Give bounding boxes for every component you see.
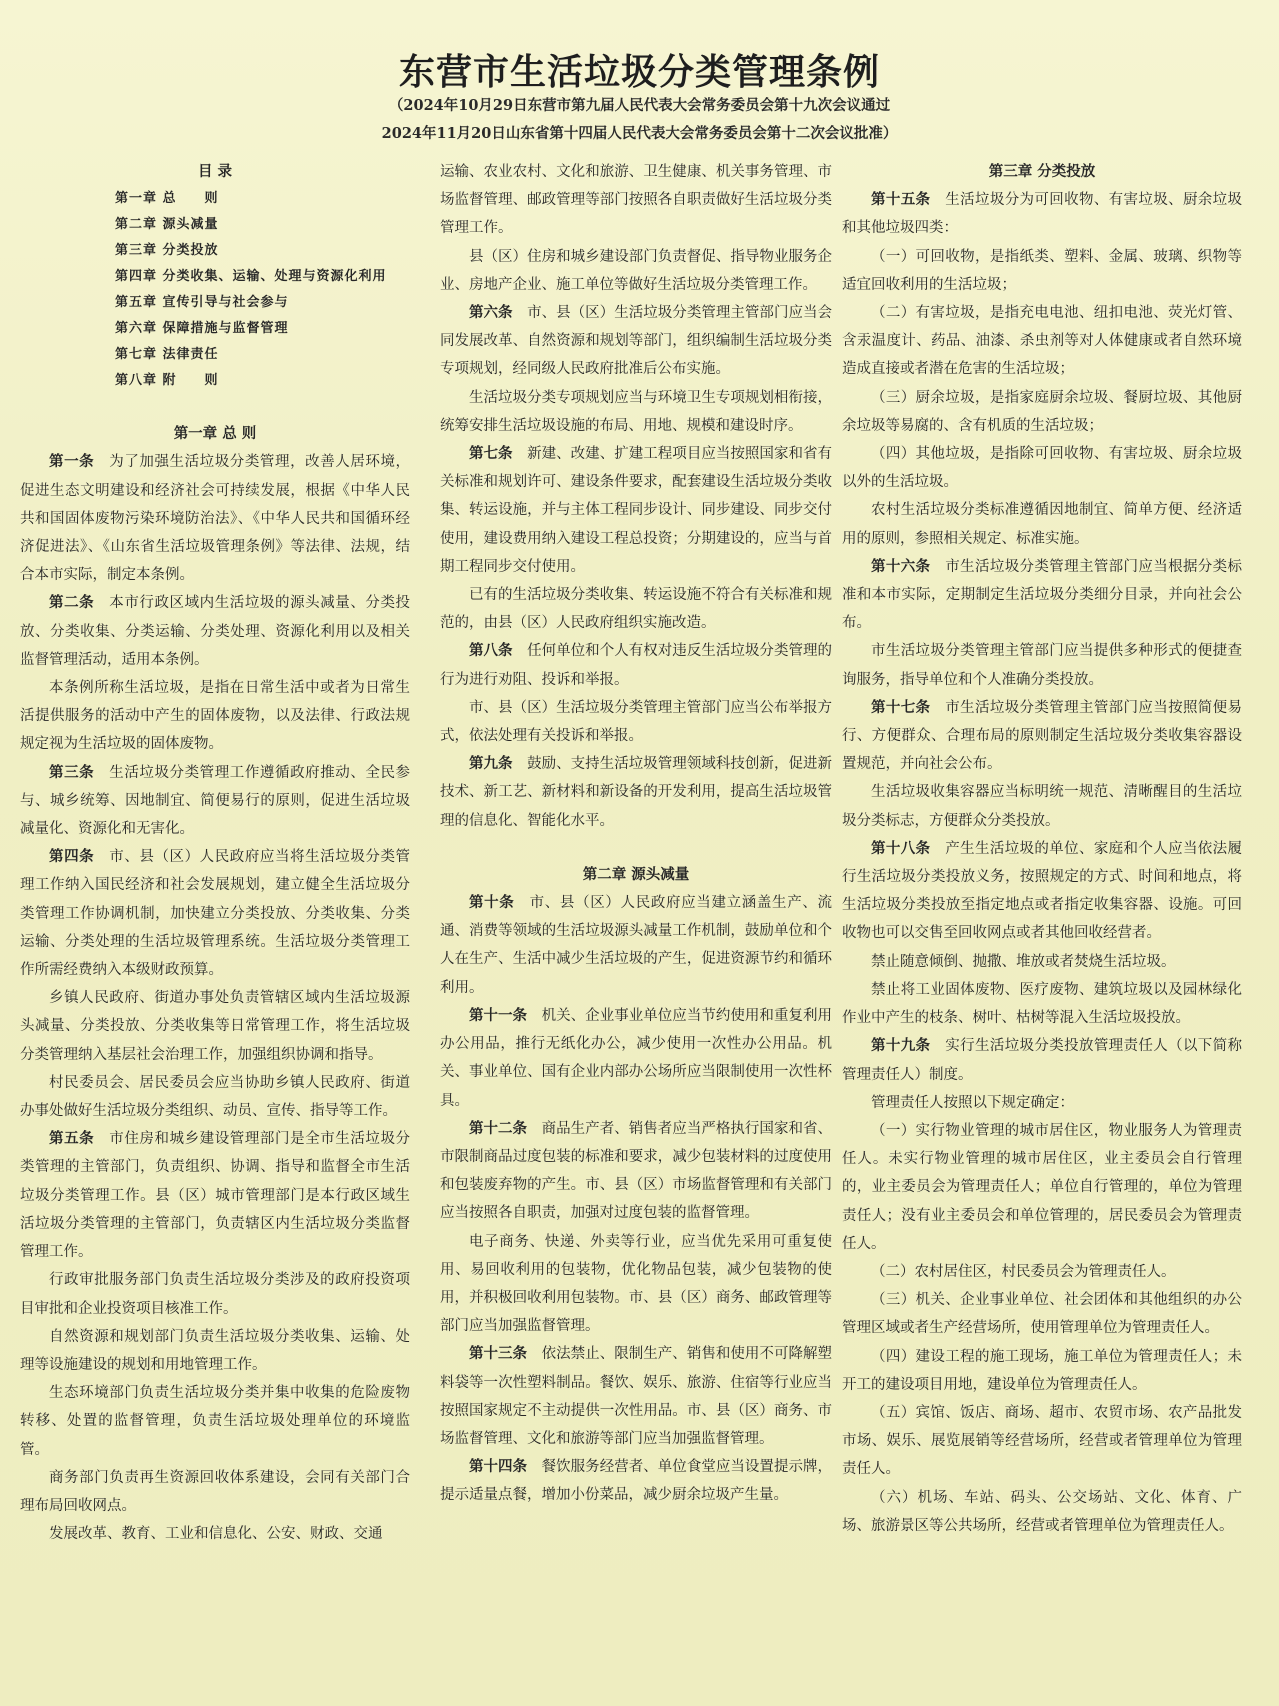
paragraph: 行政审批服务部门负责生活垃圾分类涉及的政府投资项目审批和企业投资项目核准工作。 (20, 1272, 410, 1317)
toc-item: 第四章 分类收集、运输、处理与资源化利用 (115, 269, 387, 285)
toc-title: 目 录 (197, 163, 233, 180)
article-label: 第六条 (469, 304, 513, 322)
document-title: 东营市生活垃圾分类管理条例 (398, 51, 880, 93)
article-text: 市生活垃圾分类管理主管部门应当按照简便易行、方便群众、合理布局的原则制定生活垃圾分类收集容器设置规范，并向社会公布。 (842, 699, 1242, 773)
article-label: 第三条 (49, 763, 95, 781)
article-13 (440, 1340, 832, 1453)
article-text: 新建、改建、扩建工程项目应当按照国家和省有关标准和规划许可、建设条件要求，配套建设生活垃圾分类收集、转运设施，并与主体工程同步设计、同步建设、同步交付使用，建设费用纳入建设工程总投资；分期建设的，应当与首期工程同步交付使用。 (440, 446, 832, 575)
list-item: （一）可回收物，是指纸类、塑料、金属、玻璃、织物等适宜回收利用的生活垃圾； (842, 248, 1242, 293)
article-text: 市、县（区）人民政府应当将生活垃圾分类管理工作纳入国民经济和社会发展规划，建立健全生活垃圾分类管理工作协调机制，加快建立分类投放、分类收集、分类运输、分类处理的生活垃圾管理系统。生活垃圾分类管理工作所需经费纳入本级财政预算。 (20, 849, 410, 979)
article-label: 第十条 (469, 894, 515, 912)
article-label: 第十七条 (871, 698, 931, 716)
article-text: 市住房和城乡建设管理部门是全市生活垃圾分类管理的主管部门，负责组织、协调、指导和监督全市生活垃圾分类管理工作。县（区）城市管理部门是本行政区域生活垃圾分类管理的主管部门，负责辖区内生活垃圾分类监督管理工作。 (20, 1131, 410, 1261)
article-7 (440, 440, 832, 581)
paragraph: 生态环境部门负责生活垃圾分类并集中收集的危险废物转移、处置的监督管理，负责生活垃圾处理单位的环境监管。 (20, 1385, 410, 1458)
toc-item: 第二章 源头减量 (115, 217, 219, 233)
paragraph: 市、县（区）生活垃圾分类管理主管部门应当公布举报方式，依法处理有关投诉和举报。 (440, 699, 832, 745)
article-label: 第十九条 (871, 1037, 931, 1055)
article-label: 第一条 (49, 453, 95, 471)
article-1 (20, 448, 410, 589)
list-item: （二）有害垃圾，是指充电电池、纽扣电池、荧光灯管、含汞温度计、药品、油漆、杀虫剂等对人体健康或者自然环境造成直接或者潜在危害的生活垃圾； (842, 305, 1242, 378)
article-17 (842, 694, 1242, 779)
article-label: 第十一条 (469, 1006, 528, 1024)
article-8 (440, 637, 832, 693)
list-item: （五）宾馆、饭店、商场、超市、农贸市场、农产品批发市场、娱乐、展览展销等经营场所，经营或者管理单位为管理责任人。 (842, 1404, 1242, 1478)
article-text: 鼓励、支持生活垃圾管理领域科技创新，促进新技术、新工艺、新材料和新设备的开发利用，提高生活垃圾管理的信息化、智能化水平。 (440, 756, 832, 829)
article-12 (440, 1115, 832, 1228)
column-3 (842, 158, 1242, 1698)
list-item: （一）实行物业管理的城市居住区，物业服务人为管理责任人。未实行物业管理的城市居住区，业主委员会自行管理的，业主委员会为管理责任人；单位自行管理的，单位为管理责任人；没有业主委员会和单位管理的，居民委员会为管理责任人。 (842, 1122, 1242, 1252)
column-2 (440, 158, 832, 1698)
paragraph: 禁止随意倾倒、抛撒、堆放或者焚烧生活垃圾。 (871, 953, 1176, 970)
article-text: 为了加强生活垃圾分类管理，改善人居环境，促进生态文明建设和经济社会可持续发展，根据《中华人民共和国固体废物污染环境防治法》、《中华人民共和国循环经济促进法》、《山东省生活垃圾管理条例》等法律、法规，结合本市实际，制定本条例。 (20, 454, 410, 584)
article-14 (440, 1453, 832, 1509)
article-text: 机关、企业事业单位应当节约使用和重复利用办公用品，推行无纸化办公，减少使用一次性办公用品。机关、事业单位、国有企业内部办公场所应当限制使用一次性杯具。 (440, 1007, 832, 1109)
article-label: 第十六条 (871, 557, 931, 575)
paragraph: 农村生活垃圾分类标准遵循因地制宜、简单方便、经济适用的原则，参照相关规定、标准实施。 (842, 502, 1242, 547)
toc-item: 第七章 法律责任 (115, 347, 219, 363)
list-item: （四）建设工程的施工现场，施工单位为管理责任人；未开工的建设项目用地，建设单位为管理责任人。 (842, 1348, 1242, 1393)
toc-item: 第六章 保障措施与监督管理 (115, 321, 289, 337)
article-19 (842, 1032, 1242, 1088)
paragraph: 电子商务、快递、外卖等行业，应当优先采用可重复使用、易回收利用的包装物，优化物品包装，减少包装物的使用，并积极回收利用包装物。市、县（区）商务、邮政管理等部门应当加强监督管理。 (440, 1233, 832, 1335)
article-text: 生活垃圾分为可回收物、有害垃圾、厨余垃圾和其他垃圾四类： (842, 192, 1242, 237)
toc-item: 第八章 附 则 (115, 373, 219, 389)
list-item: （二）农村居住区，村民委员会为管理责任人。 (871, 1263, 1176, 1280)
article-6 (440, 299, 832, 384)
article-4 (20, 843, 410, 984)
column-1 (20, 158, 410, 1698)
article-label: 第十三条 (469, 1345, 528, 1363)
article-text: 生活垃圾分类管理工作遵循政府推动、全民参与、城乡统筹、因地制宜、简便易行的原则，促进生活垃圾减量化、资源化和无害化。 (20, 764, 410, 838)
article-label: 第七条 (469, 445, 513, 463)
paragraph: 禁止将工业固体废物、医疗废物、建筑垃圾以及园林绿化作业中产生的枝条、树叶、枯树等混入生活垃圾投放。 (842, 981, 1242, 1027)
article-text: 市生活垃圾分类管理主管部门应当根据分类标准和本市实际，定期制定生活垃圾分类细分目录，并向社会公布。 (842, 558, 1242, 632)
article-16 (842, 553, 1242, 638)
article-15 (842, 186, 1242, 242)
toc-item: 第五章 宣传引导与社会参与 (115, 295, 289, 311)
document-subtitle-1: （2024年10月29日东营市第九届人民代表大会常务委员会第十九次会议通过 (388, 97, 891, 114)
article-5 (20, 1125, 410, 1266)
chapter-heading: 第一章 总 则 (173, 425, 257, 443)
article-11 (440, 1002, 832, 1115)
article-label: 第五条 (49, 1130, 95, 1148)
list-item: （三）机关、企业事业单位、社会团体和其他组织的办公管理区域或者生产经营场所，使用管理单位为管理责任人。 (842, 1292, 1242, 1337)
paragraph: 商务部门负责再生资源回收体系建设，会同有关部门合理布局回收网点。 (20, 1469, 410, 1514)
paragraph: 运输、农业农村、文化和旅游、卫生健康、机关事务管理、市场监督管理、邮政管理等部门按照各自职责做好生活垃圾分类管理工作。 (440, 164, 832, 237)
article-text: 实行生活垃圾分类投放管理责任人（以下简称管理责任人）制度。 (842, 1038, 1242, 1083)
article-10 (440, 889, 832, 1002)
paragraph: 村民委员会、居民委员会应当协助乡镇人民政府、街道办事处做好生活垃圾分类组织、动员、宣传、指导等工作。 (20, 1074, 410, 1120)
article-label: 第二条 (49, 594, 95, 612)
article-18 (842, 835, 1242, 948)
document-subtitle-2: 2024年11月20日山东省第十四届人民代表大会常务委员会第十二次会议批准） (381, 125, 898, 142)
paragraph: 已有的生活垃圾分类收集、转运设施不符合有关标准和规范的，由县（区）人民政府组织实施改造。 (440, 587, 832, 632)
toc-item: 第一章 总 则 (115, 191, 219, 207)
article-9 (440, 750, 832, 835)
paragraph: 市生活垃圾分类管理主管部门应当提供多种形式的便捷查询服务，指导单位和个人准确分类投放。 (842, 643, 1242, 688)
article-text: 餐饮服务经营者、单位食堂应当设置提示牌，提示适量点餐，增加小份菜品，减少厨余垃圾产生量。 (440, 1459, 832, 1504)
article-2 (20, 589, 410, 674)
paragraph: 乡镇人民政府、街道办事处负责管辖区域内生活垃圾源头减量、分类投放、分类收集等日常管理工作，将生活垃圾分类管理纳入基层社会治理工作，加强组织协调和指导。 (20, 990, 410, 1063)
paragraph: 生活垃圾分类专项规划应当与环境卫生专项规划相衔接，统筹安排生活垃圾设施的布局、用地、规模和建设时序。 (440, 389, 832, 434)
paragraph: 生活垃圾收集容器应当标明统一规范、清晰醒目的生活垃圾分类标志，方便群众分类投放。 (842, 784, 1242, 829)
chapter-heading: 第三章 分类投放 (988, 163, 1096, 180)
list-item: （六）机场、车站、码头、公交场站、文化、体育、广场、旅游景区等公共场所，经营或者管理单位为管理责任人。 (842, 1489, 1242, 1534)
article-text: 本市行政区域内生活垃圾的源头减量、分类投放、分类收集、分类运输、分类处理、资源化利用以及相关监督管理活动，适用本条例。 (20, 595, 410, 668)
article-text: 依法禁止、限制生产、销售和使用不可降解塑料袋等一次性塑料制品。餐饮、娱乐、旅游、住宿等行业应当按照国家规定不主动提供一次性用品。市、县（区）商务、市场监督管理、文化和旅游等部门应当加强监督管理。 (440, 1346, 832, 1447)
list-item: （三）厨余垃圾，是指家庭厨余垃圾、餐厨垃圾、其他厨余垃圾等易腐的、含有机质的生活垃圾； (842, 389, 1242, 434)
article-label: 第九条 (469, 755, 513, 773)
article-text: 产生生活垃圾的单位、家庭和个人应当依法履行生活垃圾分类投放义务，按照规定的方式、时间和地点，将生活垃圾分类投放至指定地点或者指定收集容器、设施。可回收物也可以交售至回收网点或者其他回收经营者。 (842, 840, 1242, 942)
toc-item: 第三章 分类投放 (115, 243, 219, 259)
article-label: 第十二条 (469, 1119, 528, 1137)
article-3 (20, 759, 410, 844)
article-text: 市、县（区）生活垃圾分类管理主管部门应当会同发展改革、自然资源和规划等部门，组织编制生活垃圾分类专项规划，经同级人民政府批准后公布实施。 (440, 305, 832, 378)
article-label: 第十五条 (871, 191, 931, 209)
list-item: （四）其他垃圾，是指除可回收物、有害垃圾、厨余垃圾以外的生活垃圾。 (842, 446, 1242, 491)
article-text: 市、县（区）人民政府应当建立涵盖生产、流通、消费等领域的生活垃圾源头减量工作机制，鼓励单位和个人在生产、生活中减少生活垃圾的产生，促进资源节约和循环利用。 (440, 895, 832, 996)
paragraph: 自然资源和规划部门负责生活垃圾分类收集、运输、处理等设施建设的规划和用地管理工作。 (20, 1328, 410, 1373)
article-label: 第十四条 (469, 1458, 528, 1476)
paragraph: 县（区）住房和城乡建设部门负责督促、指导物业服务企业、房地产企业、施工单位等做好生活垃圾分类管理工作。 (440, 248, 832, 293)
article-text: 商品生产者、销售者应当严格执行国家和省、市限制商品过度包装的标准和要求，减少包装材料的过度使用和包装废弃物的产生。市、县（区）市场监督管理和有关部门应当按照各自职责，加强对过度包装的监督管理。 (440, 1120, 832, 1222)
article-label: 第四条 (49, 848, 95, 866)
paragraph: 本条例所称生活垃圾，是指在日常生活中或者为日常生活提供服务的活动中产生的固体废物，以及法律、行政法规规定视为生活垃圾的固体废物。 (20, 680, 410, 753)
article-label: 第八条 (469, 642, 513, 660)
chapter-heading: 第二章 源头减量 (582, 865, 690, 883)
article-label: 第十八条 (871, 839, 931, 857)
paragraph: 发展改革、教育、工业和信息化、公安、财政、交通 (49, 1526, 383, 1543)
paragraph: 管理责任人按照以下规定确定： (871, 1094, 1074, 1111)
article-text: 任何单位和个人有权对违反生活垃圾分类管理的行为进行劝阻、投诉和举报。 (440, 643, 832, 688)
table-of-contents (20, 186, 410, 394)
